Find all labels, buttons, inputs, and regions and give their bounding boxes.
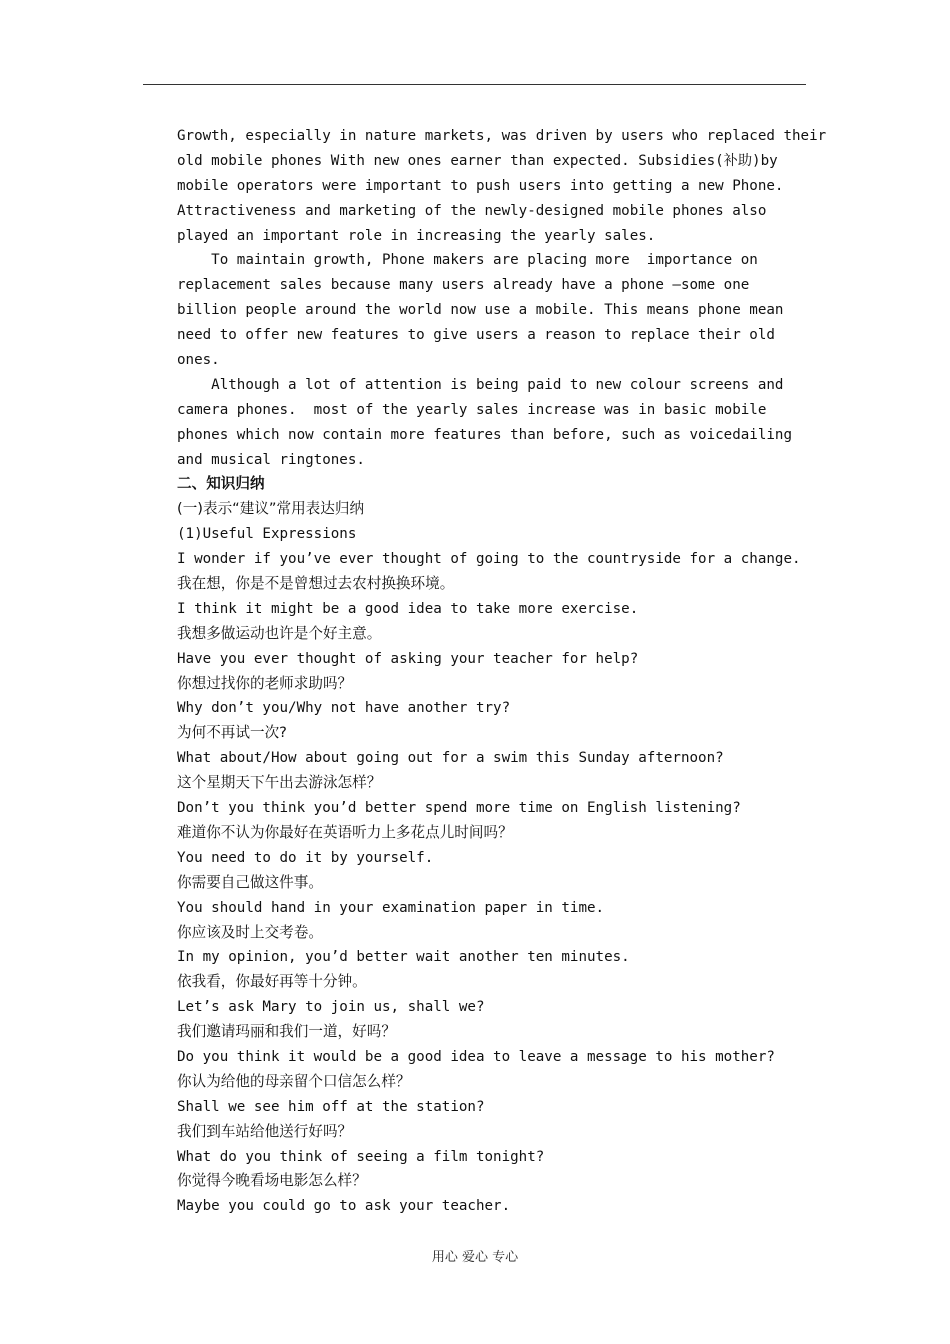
document-body [177,124,827,1219]
header-rule [143,84,806,85]
text-line: To maintain growth, Phone makers are placing more importance on [177,252,758,269]
text-line: mobile operators were important to push users into getting a new Phone. [177,177,784,194]
text-line: I wonder if you’ve ever thought of going to the countryside for a change. [177,551,801,568]
text-line: old mobile phones With new ones earner than expected. Subsidies(补助)by [177,152,778,169]
text-line: Why don’t you/Why not have another try? [177,700,511,717]
text-line: ones. [177,352,220,369]
text-line: 这个星期天下午出去游泳怎样？ [177,774,382,792]
text-line: Although a lot of attention is being paid to new colour screens and [177,376,784,393]
text-line: Growth, especially in nature markets, was driven by users who replaced their [177,128,827,144]
text-line: 你觉得今晚看场电影怎么样？ [177,1172,367,1190]
text-line: 难道你不认为你最好在英语听力上多花点儿时间吗？ [177,823,513,841]
text-line: 我们邀请玛丽和我们一道，好吗？ [177,1023,396,1041]
text-line: 我在想，你是不是曾想过去农村换换环境。 [177,575,455,593]
text-line: 你想过找你的老师求助吗？ [177,674,353,692]
text-line: replacement sales because many users already have a phone —some one [177,277,750,294]
text-line: played an important role in increasing the yearly sales. [177,227,656,244]
text-line: Do you think it would be a good idea to leave a message to his mother? [177,1048,775,1065]
text-line: need to offer new features to give users a reason to replace their old [177,327,775,344]
text-line: 我想多做运动也许是个好主意。 [177,624,382,642]
text-line: Have you ever thought of asking your teacher for help? [177,650,639,667]
text-line: 你应该及时上交考卷。 [177,923,323,941]
text-line: Let’s ask Mary to join us, shall we? [177,999,485,1016]
section-heading: 二、知识归纳 [177,475,265,493]
text-line: 为何不再试一次? [177,724,287,742]
text-line: camera phones. most of the yearly sales increase was in basic mobile [177,401,767,418]
text-line: Shall we see him off at the station? [177,1098,485,1115]
text-line: What about/How about going out for a swim this Sunday afternoon? [177,750,724,767]
text-line: phones which now contain more features than before, such as voicedailing [177,426,792,443]
text-line: You should hand in your examination paper in time. [177,899,605,916]
text-line: (1)Useful Expressions [177,526,357,543]
text-line: 我们到车站给他送行好吗？ [177,1122,353,1140]
text-line: Don’t you think you’d better spend more time on English listening? [177,800,741,817]
text-line: billion people around the world now use a mobile. This means phone mean [177,302,784,319]
text-line: and musical ringtones. [177,451,365,468]
text-line: 依我看，你最好再等十分钟。 [177,973,367,991]
text-line: 你认为给他的母亲留个口信怎么样？ [177,1072,411,1090]
page-footer: 用心 爱心 专心 [431,1250,519,1265]
text-line: (一)表示“建议”常用表达归纳 [177,500,365,518]
text-line: Attractiveness and marketing of the newly-designed mobile phones also [177,202,767,219]
text-line: What do you think of seeing a film tonight? [177,1148,545,1165]
text-line: In my opinion, you’d better wait another ten minutes. [177,949,630,966]
text-line: Maybe you could go to ask your teacher. [177,1198,511,1215]
text-line: You need to do it by yourself. [177,849,434,866]
text-line: 你需要自己做这件事。 [177,873,323,891]
text-line: I think it might be a good idea to take more exercise. [177,600,639,617]
